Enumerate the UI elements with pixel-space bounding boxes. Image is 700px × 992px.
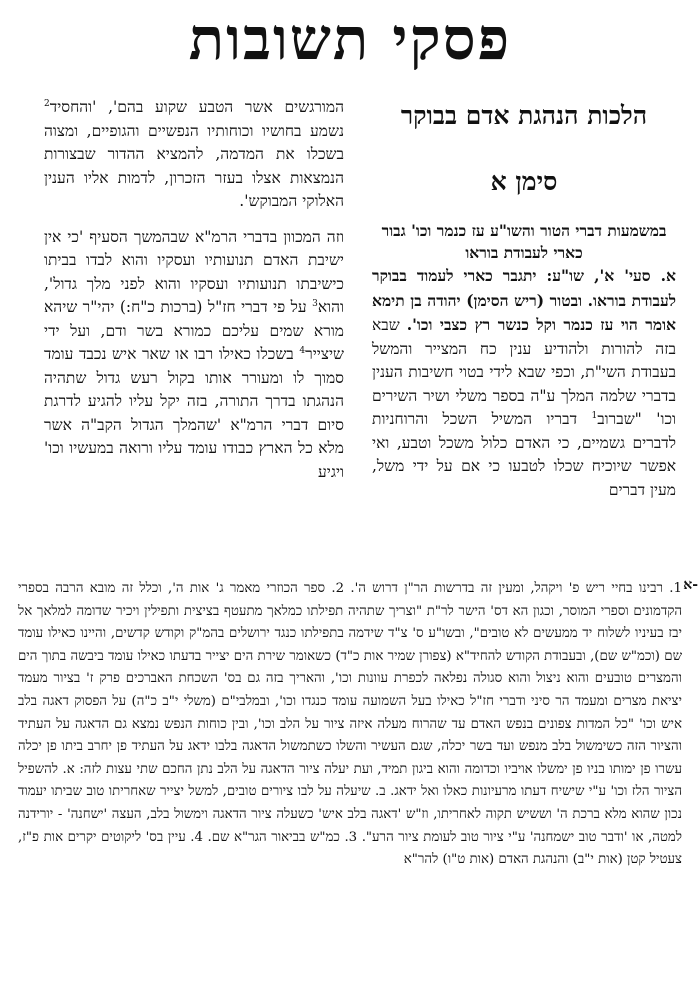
paragraph-text: שבא בזה להורות ולהודיע ענין כח המצייר והמשל בעבודת השי"ת, וכפי שבא לידי בטוי חשיבות הענין בדברי שלמה המלך ע"ה בספר משלי ושיר השירים וכו' "שברוב [372, 316, 676, 428]
footnote-ref-2[interactable]: 2 [44, 98, 50, 109]
paragraph-continued [44, 96, 344, 214]
siman-heading: סימן א [490, 167, 558, 196]
footnote-ref-3[interactable]: 3 [312, 298, 318, 309]
paragraph-text: נשמע בחושיו וכוחותיו הנפשיים והגופיים, ומצוה בשכלו את המדמה, להמציא ההדור שבצורות הנמצאות אצלו בעזר הזכרון, לדמות אליו הענין האלוקי המבוקש'. [44, 121, 344, 210]
paragraph-lead: א. סעי' א', שו"ע: יתגבר כארי לעמוד בבוקר לעבודת בוראו. ובטור (ריש הסימן) יהודה בן תימא אומר הוי עז כנמר וקל כנשר רץ כצבי וכו'. [372, 266, 676, 334]
paragraph-text: על פי דברי חז"ל (ברכות כ"ח:) יהי"ר שיהא מורא שמים עליכם כמורא בשר ודם, ועל ידי שיצייר [44, 298, 344, 363]
chapter-title: הלכות הנהגת אדם בבוקר [400, 101, 648, 130]
paragraph-2 [44, 226, 344, 485]
footnote-text: 1. רבינו בחיי ריש פ' ויקהל, ומעין זה בדרשות הר"ן דרוש ה'. 2. ספר הכוזרי מאמר ג' אות ה', וכלל זה מובא הרבה בספרי הקדמונים וספרי המוסר, וכגון הא דס' הישר לר"ת "וצריך שתהיה תפילתו כמלאך מתעטף בציצית ותפילין ויכיר שדומה למלאך אל יבז בעיניו לשלוח יד ממעשים לא טובים", ובשו"ע ס' צ"ד שידמה בתפילתו כנגד ירושלים בהמ"ק וקודש קדשים, והיינו כאילו עומד שם (וכמ"ש שם), ובעבודת הקודש להחיד"א (צפורן שמיר אות כ"ד) כשאומר שירת הים יצייר בדעתו כאילו עומד ביבשה בתוך הים והמצרים טובעים והוא ניצול והוא סגולה נפלאה לכפרת עוונות וכו', והאריך בזה גם בס' השכחת האברכים פרק ז' בציור מעמד יציאת מצרים ומעמד הר סיני ודברי חז"ל כאילו בעל השמועה עומד כנגדו וכו', ובמלבי"ם (משלי י"ב כ"ה) על הפסוק דאגה בלב איש וכו' "כל המדות צפונים בנפש האדם עד שהרוח מעלה איזה ציור על הלב וכו', ובין כוחות הנפש נמצא גם הדאגה על העתיד והציור הזה כשימשול בלב מנפש ועד בשר יכלה, שגם העשיר והשלו כשתמשול הדאגה בלבו ידאג על העתיד פן יחרב ביתו פן יכלה עשרו פן ימותו בניו פן ימשלו אויביו וכדומה והוא ביגון תמיד, ועת יעלה ציור הדאגה על הלב נתן החכם שתי עצות לזה: א. להשפיל הציור הלז וכו' ע"י שישיח דעתו מרעיונות כאלו ואל ידאג. ב. שיעלה על לבו ציורים טובים, למשל יצייר שאחריתו טוב שביתו יעמוד נכון שהוא מלא ברכת ה' וששיש תקוה לאחריתו, וז"ש 'דאגה בלב איש' כשעלה ציור הדאגה וימשול בלב, העצה 'ישחנה' - יורידנה למטה, או 'ודבר טוב ישמחנה' ע"י ציור טוב לעומת ציור הרע". 3. כמ"ש בביאור הגר"א שם. 4. עיין בס' ליקוטים יקרים אות פ"ז, צעטיל קטן (אות י"ב) והנהגת האדם (אות ט"ו) להר"א [18, 581, 683, 868]
right-column [372, 96, 676, 502]
page-title: פסקי תשובות [188, 5, 512, 73]
footnote-ref-1[interactable]: 1 [591, 410, 598, 421]
paragraph-text: דבריו המשיל השכל והרוחניות לדברים גשמיים, כי האדם כלול משכל וטבע, ואי אפשר שיוכיח שכלו לטבעו כי אם על ידי משל, מעין דברים [372, 410, 676, 499]
paragraph-1 [372, 264, 676, 502]
footnote-ref-4[interactable]: 4 [299, 345, 306, 356]
left-column [44, 96, 344, 484]
paragraph-gap [44, 214, 344, 226]
sub-heading: במשמעות דברי הטור והשו"ע עז כנמר וכו' גבור כארי לעבודת בוראו [381, 221, 667, 262]
page-marker: א- [683, 577, 698, 593]
paragraph-text: המורגשים אשר הטבע שקוע בהם', 'והחסיד [49, 98, 344, 116]
paragraph-text: וזה המכוון בדברי הרמ"א שבהמשך הסעיף 'כי אין ישיבת האדם תנועותיו ועסקיו והוא לבדו בביתו כישיבתו תנועותיו ועסקיו והוא לפני מלך גדול', והוא [44, 227, 344, 316]
footnotes-section [18, 578, 682, 872]
paragraph-text: בשכלו כאילו רבו או שאר איש נכבד עומד סמוך לו ומעורר אותו בקול רעש גדול שתהיה הנהגתו בדרך התורה, בזה יקל עליו להגיע לדרגת סיום דברי הרמ"א 'שהמלך הגדול הקב"ה אשר מלא כל הארץ כבודו עומד עליו ורואה במעשיו וכו' ויגיע [44, 345, 344, 481]
